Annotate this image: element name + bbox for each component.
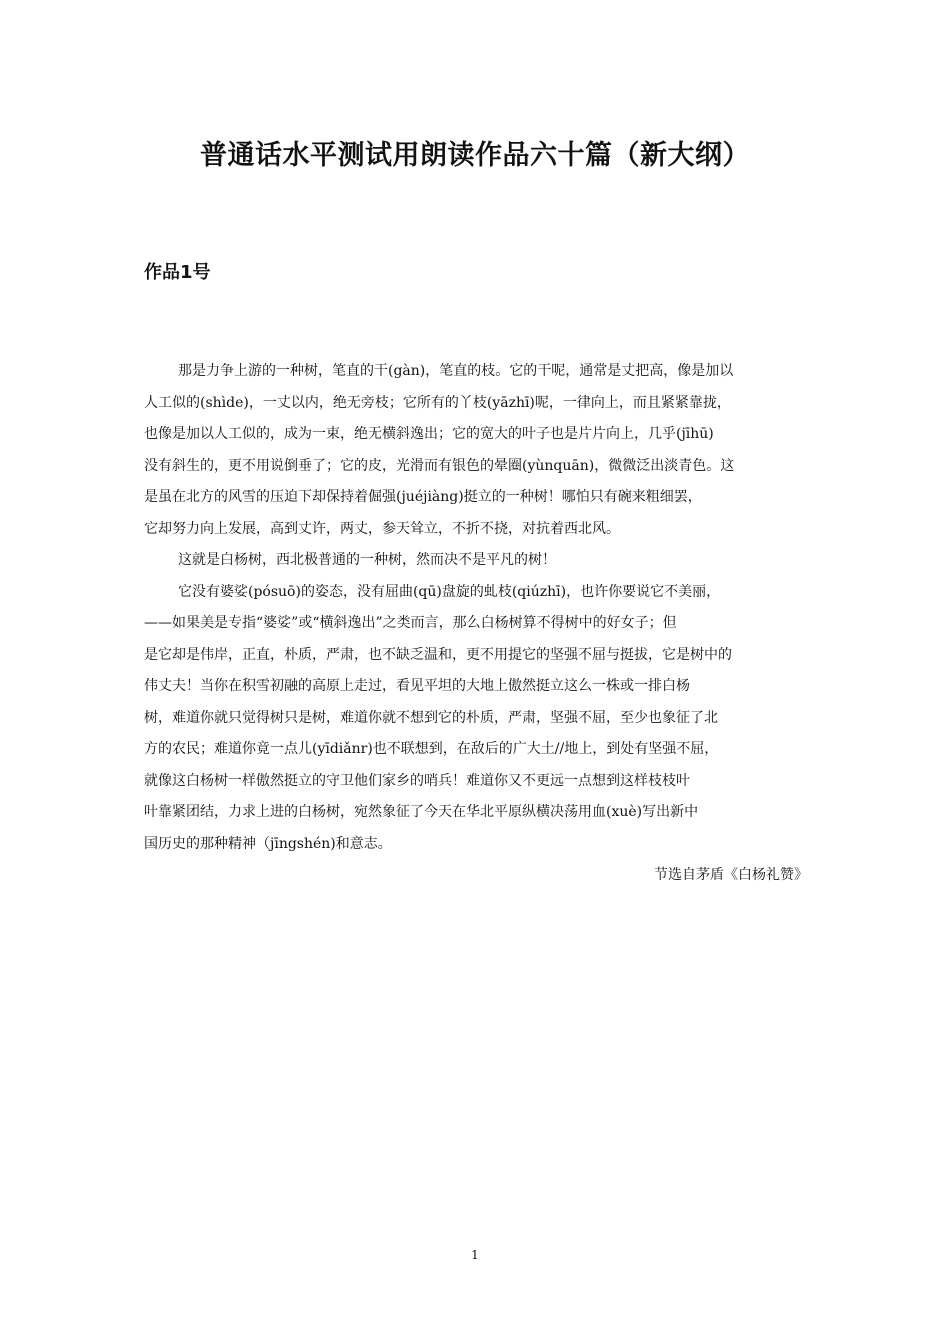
paragraph-lines	[144, 356, 808, 860]
section-heading: 作品1号	[144, 262, 211, 283]
text-line: 这就是白杨树，西北极普通的一种树，然而决不是平凡的树！	[178, 552, 556, 568]
text-line: 它没有婆娑(pósuō)的姿态，没有屈曲(qū)盘旋的虬枝(qiúzhī)，也许你要说它不美丽，	[178, 583, 721, 600]
text-line: 叶靠紧团结，力求上进的白杨树，宛然象征了今天在华北平原纵横决荡用血(xuè)写出新中	[144, 804, 699, 820]
text-line: 树，难道你就只觉得树只是树，难道你就不想到它的朴质，严肃，坚强不屈，至少也象征了北	[144, 709, 718, 726]
text-line: 也像是加以人工似的，成为一束，绝无横斜逸出；它的宽大的叶子也是片片向上，几乎(jīhū)	[144, 426, 714, 442]
text-line: ——如果美是专指“婆娑”或“横斜逸出”之类而言，那么白杨树算不得树中的好女子；但	[144, 615, 677, 631]
text-line: 那是力争上游的一种树，笔直的干(gàn)，笔直的枝。它的干呢，通常是丈把高，像是加以	[178, 363, 734, 379]
text-line: 方的农民；难道你竟一点儿(yīdiǎnr)也不联想到，在敌后的广大土//地上，到处有坚强不屈，	[144, 741, 719, 757]
text-line: 国历史的那种精神（jīngshén)和意志。	[144, 835, 392, 852]
page-number: 1	[471, 1248, 479, 1262]
text-line: 是它却是伟岸，正直，朴质，严肃，也不缺乏温和，更不用提它的坚强不屈与挺拔，它是树中的	[144, 646, 732, 663]
text-line: 是虽在北方的风雪的压迫下却保持着倔强(juéjiàng)挺立的一种树！哪怕只有碗来粗细罢，	[144, 489, 702, 505]
text-line: 人工似的(shìde)，一丈以内，绝无旁枝；它所有的丫枝(yāzhī)呢，一律向上，而且紧紧靠拢，	[144, 394, 731, 411]
text-line: 就像这白杨树一样傲然挺立的守卫他们家乡的哨兵！难道你又不更远一点想到这样枝枝叶	[144, 772, 690, 789]
body-text	[144, 356, 808, 892]
text-line: 没有斜生的，更不用说倒垂了；它的皮，光滑而有银色的晕圈(yùnquān)，微微泛出淡青色。这	[144, 457, 735, 474]
source-attribution: 节选自茅盾《白杨礼赞》	[654, 867, 808, 883]
text-line: 它却努力向上发展，高到丈许，两丈，参天耸立，不折不挠，对抗着西北风。	[144, 520, 620, 537]
document-title: 普通话水平测试用朗读作品六十篇（新大纲）	[200, 140, 750, 171]
text-line: 伟丈夫！当你在积雪初融的高原上走过，看见平坦的大地上傲然挺立这么一株或一排白杨	[144, 678, 690, 694]
